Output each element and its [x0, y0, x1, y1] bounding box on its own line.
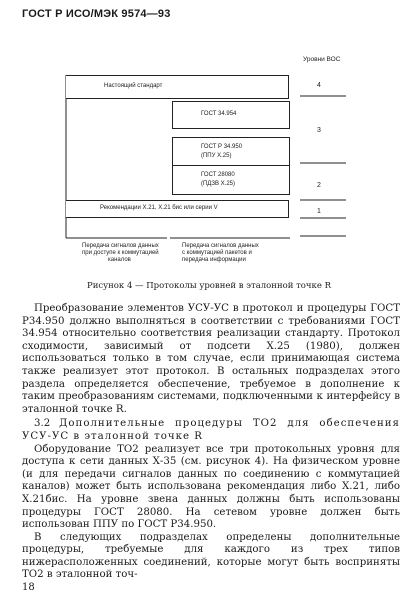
section-title: Дополнительные процедуры ТО2 для обеспечения УСУ-УС в эталонной точке R — [22, 418, 400, 442]
protocol-levels-figure — [0, 0, 418, 300]
left-bottom-label-line3: каналов — [108, 257, 131, 263]
gost-28080-line1: ГОСТ 28080 — [201, 172, 235, 178]
levels-title: Уровни ВОС — [303, 56, 341, 63]
paragraph-3: В следующих подразделах определены дополнительные процедуры, требуемые для каждого из трех типов нижерасположенных соединений, которые могут быть восприняты ТО2 в эталонной точ- — [22, 531, 400, 581]
level-number-2: 2 — [317, 182, 321, 189]
left-bottom-label — [82, 243, 159, 264]
level-number-1: 1 — [317, 208, 321, 215]
left-bottom-label-line1: Передача сигналов данных — [82, 243, 159, 249]
paragraph-2: Оборудование ТО2 реализует все три протокольных уровня для доступа к сети данных Х-35 (см. рисунок 4). На физическом уровне (и для передачи сигналов данных по соединению с коммутацией каналов) может быть использована рекомендация либо Х.21, либо Х.21бис. На уровне звена данных должны быть использованы процедуры ГОСТ 28080. На сетевом уровне должен быть использован ППУ по ГОСТ Р34.950. — [22, 443, 400, 531]
right-bottom-label — [182, 243, 259, 264]
recommendations-label: Рекомендации Х.21, Х.21 бис или серии V — [100, 205, 218, 211]
page-number: 18 — [22, 582, 35, 593]
section-heading — [22, 418, 400, 443]
left-bottom-label-line2: при доступе к коммутацией — [82, 250, 159, 256]
current-standard-box — [66, 75, 289, 99]
recommendations-box — [66, 200, 289, 218]
body-text — [22, 303, 400, 582]
document-header: ГОСТ Р ИСО/МЭК 9574—93 — [22, 8, 171, 20]
right-bottom-label-line2: с коммутацией пакетов и — [182, 250, 252, 256]
gost-r-34950-line2: (ППУ Х.25) — [201, 153, 232, 159]
level-number-4: 4 — [317, 82, 321, 89]
section-number: 3.2 — [34, 418, 51, 430]
right-bottom-label-line3: передача информации — [182, 257, 246, 263]
gost-34954-label: ГОСТ 34.954 — [201, 111, 237, 117]
gost-34954-box — [172, 101, 290, 129]
figure-caption: Рисунок 4 — Протоколы уровней в эталонной точке R — [87, 281, 331, 291]
gost-28080-line2: (ПДЗВ Х.25) — [201, 181, 236, 187]
right-bottom-label-line1: Передача сигналов данных — [182, 243, 259, 249]
gost-28080-box — [172, 165, 290, 195]
gost-r-34950-box — [172, 137, 290, 167]
current-standard-label: Настоящий стандарт — [104, 83, 163, 89]
paragraph-1: Преобразование элементов УСУ-УС в протокол и процедуры ГОСТ Р34.950 должно выполняться в соответствии с требованиями ГОСТ 34.954 относительно соответствия реализации стандарту. Протокол сходимости, зависимый от подсети Х.25 (1980), должен использоваться только в том случае, если принимающая система также реализует этот протокол. В остальных подразделах этого раздела определяется обеспечение, требуемое в дополнение к таким преобразованиям системами, подключенными к интерфейсу в эталонной точке R. — [22, 303, 400, 415]
level-number-3: 3 — [317, 127, 321, 134]
gost-r-34950-line1: ГОСТ Р 34.950 — [201, 144, 243, 150]
